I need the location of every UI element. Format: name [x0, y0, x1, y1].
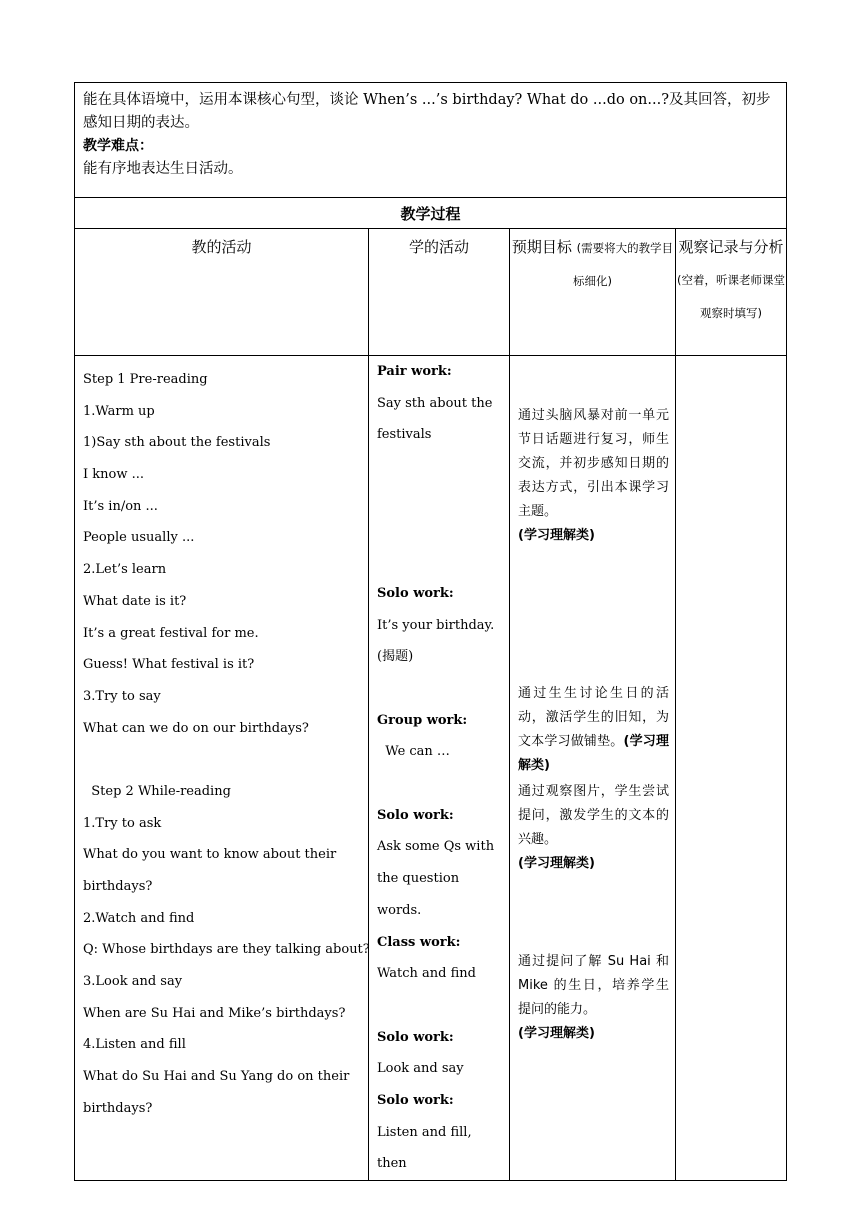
teacher-line: It’s in/on ...: [83, 498, 158, 514]
solo-work-label: Solo work:: [377, 1093, 454, 1109]
header-goal: 预期目标 (需要将大的教学目标细化): [510, 229, 676, 356]
goal-text: 通过提问了解 Su Hai 和 Mike 的生日，培养学生提问的能力。: [518, 954, 669, 1017]
teacher-line: What can we do on our birthdays?: [83, 720, 309, 736]
student-line: the question words.: [377, 871, 460, 918]
student-line: Say sth about the: [377, 395, 493, 411]
student-activities: [369, 356, 510, 1181]
solo-work-label: Solo work:: [377, 807, 454, 823]
student-line: (揭题): [377, 649, 414, 665]
solo-work-label: Solo work:: [377, 585, 454, 601]
teacher-line: Q: Whose birthdays are they talking about?: [83, 942, 370, 958]
student-line: Watch and find: [377, 966, 476, 982]
class-work-label: Class work:: [377, 934, 461, 950]
solo-work-label: Solo work:: [377, 1029, 454, 1045]
teacher-line: What do Su Hai and Su Yang do on their: [83, 1069, 350, 1085]
goal-tag: (学习理解类): [518, 528, 595, 543]
teacher-activities: [75, 356, 369, 1181]
teacher-line: What do you want to know about their: [83, 847, 337, 863]
difficulty-text: 能有序地表达生日活动。: [83, 161, 243, 177]
teacher-line: What date is it?: [83, 593, 187, 609]
teacher-line: 3.Try to say: [83, 688, 161, 704]
teacher-line: Step 1 Pre-reading: [83, 372, 208, 387]
objectives-cell: [75, 83, 787, 198]
observe-note: (空着，听课老师课堂观察时填写): [677, 273, 785, 320]
header-teacher: 教的活动: [75, 229, 369, 356]
teacher-line: 1.Try to ask: [83, 815, 162, 831]
group-work-label: Group work:: [377, 712, 468, 728]
teacher-line: Guess! What festival is it?: [83, 657, 255, 673]
teacher-line: [83, 744, 362, 776]
teacher-line: 2.Let’s learn: [83, 562, 167, 578]
teacher-line: birthdays?: [83, 1100, 153, 1116]
student-line: Ask some Qs with: [377, 839, 495, 855]
header-student: 学的活动: [369, 229, 510, 356]
pair-work-label: Pair work:: [377, 364, 452, 379]
teacher-line: It’s a great festival for me.: [83, 625, 259, 641]
lesson-plan-page: [74, 82, 786, 1181]
teacher-line: People usually ...: [83, 530, 195, 546]
student-line: It’s your birthday.: [377, 617, 495, 633]
student-line: festivals: [377, 427, 432, 443]
teacher-lines: [83, 364, 370, 1125]
teacher-line: 2.Watch and find: [83, 910, 195, 926]
teacher-line: When are Su Hai and Mike’s birthdays?: [83, 1005, 346, 1021]
goal-text: 通过观察图片，学生尝试提问，激发学生的文本的兴趣。: [518, 784, 669, 847]
header-observe: 观察记录与分析 (空着，听课老师课堂观察时填写): [676, 229, 787, 356]
student-line: Listen and fill, then: [377, 1124, 472, 1172]
teacher-line: 1.Warm up: [83, 403, 155, 419]
goal-tag: (学习理解类): [518, 1026, 595, 1041]
goal-text: 通过生生讨论生日的活动，激活学生的旧知，为文本学习做铺垫。(学习理解类): [518, 686, 669, 773]
teacher-line: I know ...: [83, 467, 145, 483]
teacher-line: 3.Look and say: [83, 974, 183, 990]
key-objective-text: 能在具体语境中，运用本课核心句型，谈论 When’s ...’s birthday? What do ...do on...?及其回答，初步感知日期的表达。: [83, 92, 771, 131]
student-line: We can …: [377, 744, 450, 760]
teacher-line: Step 2 While-reading: [83, 783, 231, 799]
goal-text: 通过头脑风暴对前一单元节日话题进行复习，师生交流，并初步感知日期的表达方式，引出本课学习主题。: [518, 408, 669, 519]
goal-column: [510, 356, 676, 1181]
goal-note: (需要将大的教学目标细化): [573, 241, 674, 288]
section-title: 教学过程: [75, 198, 787, 229]
difficulty-label: 教学难点：: [83, 138, 153, 154]
teacher-line: 1)Say sth about the festivals: [83, 435, 271, 451]
lesson-plan-table: [74, 82, 787, 1181]
teacher-line: 4.Listen and fill: [83, 1037, 186, 1053]
student-line: Look and say: [377, 1061, 464, 1077]
goal-tag: (学习理解类): [518, 734, 669, 773]
observation-column: [676, 356, 787, 1181]
goal-tag: (学习理解类): [518, 856, 595, 871]
teacher-line: birthdays?: [83, 879, 153, 894]
